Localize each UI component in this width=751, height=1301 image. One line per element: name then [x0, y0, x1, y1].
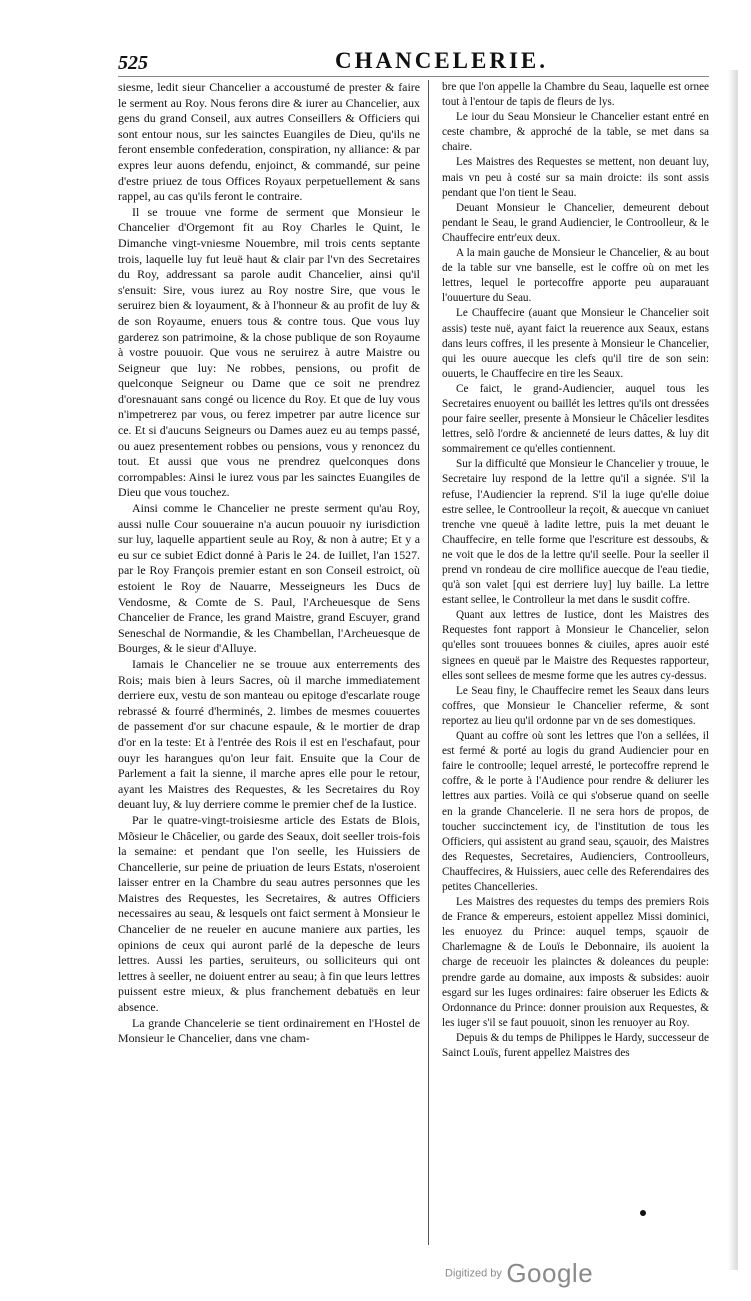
paragraph: Les Maistres des requestes du temps des premiers Rois de France & empereurs, estoient appellez Missi dominici, les enuoyez du Prince: auquel temps, sçauoir de Charlemagne & de Louïs le Debonnaire, ils auoient la charge de receuoir les plainctes & doleances du peuple: prendre garde au domaine, aux imposts & subsides: auoir esgard sur les Iuges ordinaires: faire obseruer les Edicts & Ordonnance du Prince: donner prouision aux Requestes, & les iuger s'il se faut pouuoit, sinon les renuoyer au Roy. [442, 896, 709, 1029]
paragraph: bre que l'on appelle la Chambre du Seau, laquelle est ornee tout à l'entour de tapis de fleurs de lys. [442, 81, 709, 109]
paragraph: Sur la difficulté que Monsieur le Chancelier y trouue, le Secretaire luy respond de la lettre qu'il a signée. S'il la refuse, l'Audiencier la reprend. S'il la iuge qu'elle doiue estre sellee, le Controolleur la reçoit, & auecque vn caniuet trenche vne queuë à ladite lettre, puis la met deuant le Chauffecire, en telle forme que l'escriture est dessoubs, & ne voit que le dos de la lettre qu'il seelle. Pour la seeller il prend vn rondeau de cire mollifice auecque de l'eau tiedie, qu'à son valet [qui est derriere luy] luy baille. La lettre estant sellee, le Controlleur la met dans le susdit coffre. [442, 458, 709, 607]
header-rule [118, 76, 709, 77]
ink-mark [640, 1210, 646, 1216]
paragraph: Le Chauffecire (auant que Monsieur le Chancelier soit assis) teste nuë, ayant faict la reuerence aux Seaux, estans dans leurs coffres, il les presente à Monsieur le Chancelier, qui les ouure auecque les clefs qu'il tire de son sein: ouuerts, le Chauffecire en tire les Seaux. [442, 307, 709, 380]
left-column [118, 80, 420, 1265]
paragraph: La grande Chancelerie se tient ordinairement en l'Hostel de Monsieur le Chancelier, dans vne cham- [118, 1015, 420, 1046]
paragraph: Ce faict, le grand-Audiencier, auquel tous les Secretaires enuoyent ou baillét les lettres qu'ils ont dressées pour faire seeller, presente à Monsieur le Châcelier lesdites lettres, selõ l'ordre & ancienneté de leurs dattes, & luy dit sommairement ce qu'elles contiennent. [442, 382, 709, 456]
paragraph: Deuant Monsieur le Chancelier, demeurent debout pendant le Seau, le grand Audiencier, le Controolleur, & le Chauffecire entr'eux deux. [442, 201, 709, 244]
paragraph: Par le quatre-vingt-troisiesme article des Estats de Blois, Mõsieur le Châcelier, ou garde des Seaux, doit seeller trois-fois la semaine: et pendant que l'on seelle, les Huissiers de Chancellerie, sur peine de priuation de leurs Estats, n'oseroient laisser entrer en la Chambre du seau autres personnes que les Maistres des Requestes, les Secretaires, & autres Officiers necessaires au seau, & lesquels ont faict serment à Monsieur le Chancelier de ne reueler en aucune maniere aux parties, les opinions de ceux qui auront parlé de la depesche de leurs lettres. Aussi les parties, seruiteurs, ou solliciteurs qui ont lettres à seeller, ne doiuent entrer au seau; à fin que leurs lettres puissent estre mieux, & plus franchement debatuës en leur absence. [118, 812, 420, 1015]
paragraph: Le iour du Seau Monsieur le Chancelier estant entré en ceste chambre, & approché de la table, se met dans sa chaire. [442, 111, 709, 154]
page-number: 525 [118, 52, 148, 74]
digitized-by-label: Digitized by [445, 1267, 502, 1280]
paragraph: A la main gauche de Monsieur le Chancelier, & au bout de la table sur vne banselle, est le coffre où on met les lettres, lequel le portecoffre apporte peu auparauant l'ouuerture du Seau. [442, 247, 709, 305]
google-logo: Google [506, 1258, 594, 1288]
right-column [442, 80, 709, 1260]
paragraph: Iamais le Chancelier ne se trouue aux enterrements des Rois; mais bien à leurs Sacres, où il marche immediatement derriere eux, vestu de son manteau ou epitoge d'escarlate rouge rebrassé & fourré d'herminés, 2. limbes de mesmes couuertes de passement d'or sur chacune espaule, & le mortier de drap d'or en la teste: Et à l'entrée des Rois il est en l'eschafaut, pour ouyr les harangues qu'on leur fait. Ensuite que la Cour de Parlement a fait la sienne, il marche apres elle pour le retour, ayant les Maistres des Requestes, & les Secretaires du Roy deuant luy, & luy derriere comme le premier chef de la Iustice. [118, 656, 420, 812]
digitized-footer [445, 1258, 593, 1289]
paragraph: Ainsi comme le Chancelier ne preste serment qu'au Roy, aussi nulle Cour souueraine n'a aucun pouuoir ny iurisdiction sur luy, laquelle appartient seule au Roy, & non à autre; Et y a eu sur ce subiet Edict donné à Paris le 24. de Iuillet, l'an 1527. par le Roy François premier estant en son Conseil estroict, où estoient le Roy de Nauarre, Messeigneurs les Ducs de Vendosme, & Comte de S. Paul, l'Archeuesque de Sens Chancelier de France, les grand Maistre, grand Escuyer, grand Seneschal de Normandie, & les Chambellan, l'Archeuesque de Bourges, & le sieur d'Alluye. [118, 501, 420, 656]
paragraph: Les Maistres des Requestes se mettent, non deuant luy, mais vn peu à costé sur sa main droicte: ils sont assis pendant que l'on tient le Seau. [442, 156, 709, 199]
paragraph: siesme, ledit sieur Chancelier a accoustumé de prester & faire le serment au Roy. Nous ferons dire & iurer au Chancelier, aux gens du grand Conseil, aux autres Conseillers & Officiers qui sont entour nous, sur les sainctes Euangiles de Dieu, qu'ils ne feront ensemble confederation, conspiration, ny alliance: & par expres leur auons defendu, enjoinct, & commandé, sur peine d'estre priuez de tous Offices Royaux perpetuellement & sans rappel, au cas qu'ils feront le contraire. [118, 80, 420, 204]
paragraph: Quant au coffre où sont les lettres que l'on a sellées, il est fermé & porté au logis du grand Audiencier pour en faire le controolle; lequel arresté, le portecoffre reprend le coffre, & le porte à l'Audience pour rendre & deliurer les lettres aux parties. Voilà ce qui s'obserue quand on seelle en la grande Chancelerie. Il ne sera hors de propos, de toucher succinctement icy, de l'institution de tous les Officiers, qui assistent au grand seau, sçauoir, des Maistres des Requestes, Secretaires, Audienciers, Controolleurs, Chauffecires, & Huissiers, auec celle des Referendaires des petites Chancelleries. [442, 730, 709, 893]
paragraph: Depuis & du temps de Philippes le Hardy, successeur de Sainct Louïs, furent appellez Maistres des [442, 1031, 709, 1059]
paragraph: Quant aux lettres de Iustice, dont les Maistres des Requestes font rapport à Monsieur le Chancelier, selon qu'elles sont trouuees bonnes & ciuiles, apres auoir esté signees en queuë par le Maistre des Requestes rapporteur, elles sont sellees de mesme forme que les autres cy-dessus. [442, 609, 709, 682]
column-divider [428, 80, 429, 1245]
page-edge-shadow [728, 70, 738, 1270]
paragraph: Il se trouue vne forme de serment que Monsieur le Chancelier d'Orgemont fit au Roy Charles le Quint, le Dimanche vingt-vniesme Nouembre, mil trois cents septante trois, laquelle luy fut leuë haut & clair par l'vn des Secretaires du Roy, addressant sa parole audit Chancelier, ainsi qu'il s'ensuit: Sire, vous iurez au Roy nostre Sire, que vous le seruirez bien & loyaument, & à l'honneur & au profit de luy & de son Royaume, enuers tous & contre tous. Que vous luy garderez son patrimoine, & la chose publique de son Royaume à vostre pouuoir. Que vous ne seruirez à autre Maistre ou Seigneur que luy: Ne robbes, pensions, ou profit de quelconque Seigneur ou Dame que ce soit ne prendrez d'oresnauant sans congé ou licence du Roy. Et que de luy vous n'impetrerez par vous, ou ferez impetrer par autre licence sur ce. Et si d'aucuns Seigneurs ou Dames auez eu au temps passé, ou auez presentement robbes ou pensions, vous y renoncez du tout. Et aussi que vous ne prendrez quelconques dons corrompables: Ainsi le iurez vous par les sainctes Euangiles de Dieu que vous touchez. [118, 204, 420, 500]
paragraph: Le Seau finy, le Chauffecire remet les Seaux dans leurs coffres, que Monsieur le Chancelier referme, & sont reportez au lieu qu'il ordonne par vn de ses domestiques. [442, 684, 709, 727]
running-title: CHANCELERIE. [335, 48, 549, 73]
